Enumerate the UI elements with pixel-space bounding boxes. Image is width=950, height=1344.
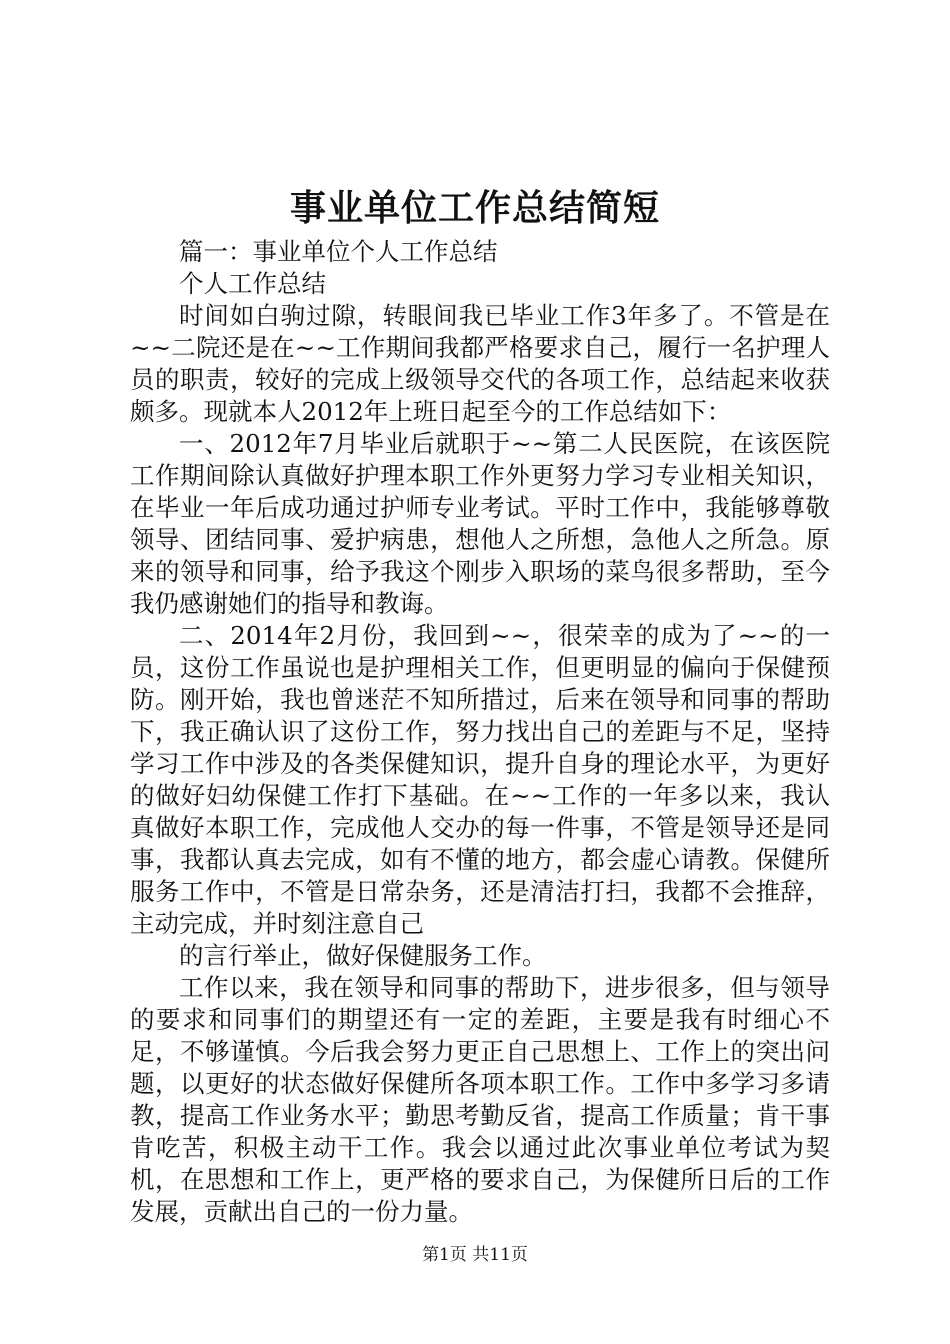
subsection-heading: 个人工作总结 [179,269,326,298]
page-number-footer: 第1页 共11页 [422,1245,528,1265]
paragraph-conclusion: 工作以来，我在领导和同事的帮助下，进步很多，但与领导的要求和同事们的期望还有一定的差距，主要是我有时细心不足，不够谨慎。今后我会努力更正自己思想上、工作上的突出问题，以更好的状态做好保健所各项本职工作。工作中多学习多请教，提高工作业务水平；勤思考勤反省，提高工作质量；肯干事肯吃苦，积极主动干工作。我会以通过此次事业单位考试为契机，在思想和工作上，更严格的要求自己，为保健所日后的工作发展，贡献出自己的一份力量。 [130,973,830,1226]
document-title: 事业单位工作总结简短 [289,187,660,229]
paragraph-intro: 时间如白驹过隙，转眼间我已毕业工作3年多了。不管是在~~二院还是在~~工作期间我都严格要求自己，履行一名护理人员的职责，较好的完成上级领导交代的各项工作，总结起来收获颇多。现就本人2012年上班日起至今的工作总结如下： [130,301,830,426]
paragraph-continuation: 的言行举止，做好保健服务工作。 [179,941,547,970]
paragraph-second-job: 二、2014年2月份，我回到~~，很荣幸的成为了~~的一员，这份工作虽说也是护理相关工作，但更明显的偏向于保健预防。刚开始，我也曾迷茫不知所措过，后来在领导和同事的帮助下，我正确认识了这份工作，努力找出自己的差距与不足，坚持学习工作中涉及的各类保健知识，提升自身的理论水平，为更好的做好妇幼保健工作打下基础。在~~工作的一年多以来，我认真做好本职工作，完成他人交办的每一件事，不管是领导还是同事，我都认真去完成，如有不懂的地方，都会虚心请教。保健所服务工作中，不管是日常杂务，还是清洁打扫，我都不会推辞，主动完成，并时刻注意自己 [130,621,830,938]
paragraph-first-job: 一、2012年7月毕业后就职于~~第二人民医院，在该医院工作期间除认真做好护理本职工作外更努力学习专业相关知识，在毕业一年后成功通过护师专业考试。平时工作中，我能够尊敬领导、团结同事、爱护病患，想他人之所想，急他人之所急。原来的领导和同事，给予我这个刚步入职场的菜鸟很多帮助，至今我仍感谢她们的指导和教诲。 [130,429,830,618]
section-heading: 篇一：事业单位个人工作总结 [179,237,498,266]
document-body [130,236,830,1228]
